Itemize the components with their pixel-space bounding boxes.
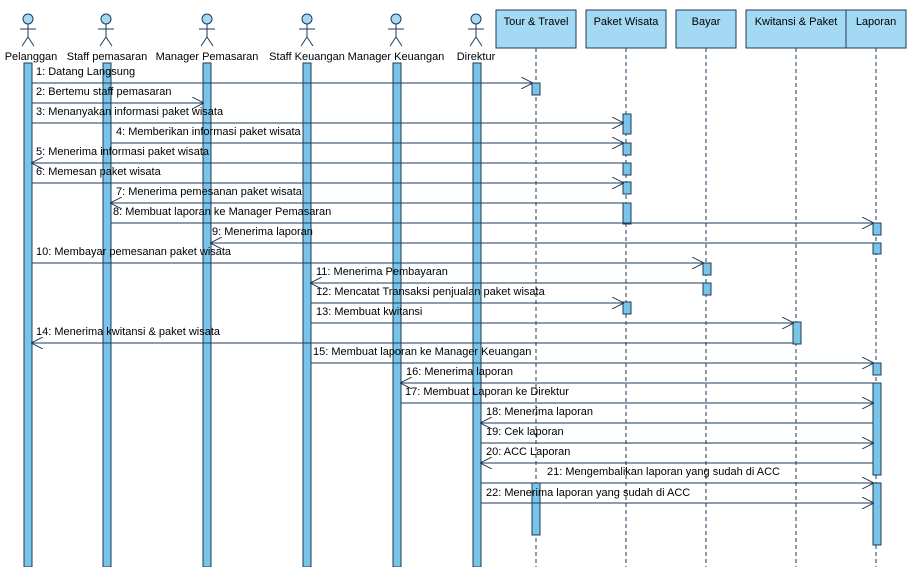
- activation-box: [623, 203, 631, 224]
- message-7[interactable]: [111, 186, 623, 203]
- activation-box: [873, 223, 881, 235]
- actor-label: Staff pemasaran: [66, 51, 148, 63]
- message-label: 14: Menerima kwitansi & paket wisata: [36, 326, 221, 338]
- actor-label: Manager Keuangan: [347, 51, 445, 63]
- message-label: 20: ACC Laporan: [486, 446, 571, 458]
- actor-label: Staff Keuangan: [269, 51, 345, 63]
- message-label: 6: Memesan paket wisata: [36, 166, 161, 178]
- message-label: 9: Menerima laporan: [212, 226, 313, 238]
- activation-box: [873, 483, 881, 545]
- message-label: 1: Datang Langsung: [36, 66, 136, 78]
- message-label: 10: Membayar pemesanan paket wisata: [36, 246, 232, 258]
- activation-box: [703, 283, 711, 295]
- message-4[interactable]: [111, 126, 623, 143]
- message-2[interactable]: [32, 86, 203, 103]
- message-13[interactable]: [311, 306, 793, 323]
- object-label: Bayar: [691, 16, 721, 28]
- activation-box: [703, 263, 711, 275]
- actor-direktur[interactable]: [457, 14, 496, 63]
- actor-manager-keuangan[interactable]: [348, 14, 445, 63]
- stick-figure-icon: [388, 14, 404, 46]
- object-label: Laporan: [855, 16, 897, 28]
- message-label: 13: Membuat kwitansi: [316, 306, 423, 318]
- object-paket-wisata[interactable]: [586, 10, 666, 48]
- object-kwitansi-paket[interactable]: [746, 10, 846, 48]
- activation-box: [873, 363, 881, 375]
- message-5[interactable]: [32, 146, 623, 163]
- message-14[interactable]: [32, 326, 793, 343]
- message-label: 17: Membuat Laporan ke Direktur: [405, 386, 569, 398]
- lifeline-bar-manager-pemasaran: [203, 63, 211, 567]
- activation-box: [623, 302, 631, 314]
- message-11[interactable]: [311, 266, 703, 283]
- message-label: 7: Menerima pemesanan paket wisata: [116, 186, 302, 198]
- message-label: 11: Menerima Pembayaran: [316, 266, 448, 278]
- message-6[interactable]: [32, 166, 623, 183]
- message-20[interactable]: [481, 446, 873, 463]
- message-label: 4: Memberikan informasi paket wisata: [116, 126, 301, 138]
- message-label: 2: Bertemu staff pemasaran: [36, 86, 172, 98]
- activation-box: [623, 182, 631, 194]
- object-bayar[interactable]: [676, 10, 736, 48]
- actor-staff-pemasaran[interactable]: [67, 14, 148, 63]
- message-21[interactable]: [481, 466, 873, 483]
- message-16[interactable]: [401, 366, 873, 383]
- activation-box: [873, 243, 881, 254]
- stick-figure-icon: [199, 14, 215, 46]
- message-12[interactable]: [311, 286, 623, 303]
- message-8[interactable]: [111, 206, 873, 223]
- message-19[interactable]: [481, 426, 873, 443]
- lifeline-bar-pelanggan: [24, 63, 32, 567]
- actor-staff-keuangan[interactable]: [269, 14, 345, 63]
- lifeline-bar-staff-keuangan: [303, 63, 311, 567]
- activation-box: [793, 322, 801, 344]
- stick-figure-icon: [468, 14, 484, 46]
- message-18[interactable]: [481, 406, 873, 423]
- object-tour-travel[interactable]: [496, 10, 576, 48]
- actor-manager-pemasaran[interactable]: [156, 14, 259, 63]
- message-label: 15: Membuat laporan ke Manager Keuangan: [313, 346, 532, 358]
- message-label: 12: Mencatat Transaksi penjualan paket wisata: [316, 286, 545, 298]
- message-label: 3: Menanyakan informasi paket wisata: [36, 106, 224, 118]
- object-label: Tour & Travel: [503, 16, 569, 28]
- lifeline-bar-staff-pemasaran: [103, 63, 111, 567]
- actor-pelanggan[interactable]: [5, 14, 58, 63]
- message-label: 16: Menerima laporan: [406, 366, 514, 378]
- message-label: 21: Mengembalikan laporan yang sudah di ACC: [547, 466, 780, 478]
- object-laporan[interactable]: [846, 10, 906, 48]
- message-label: 5: Menerima informasi paket wisata: [36, 146, 210, 158]
- activation-box: [623, 143, 631, 155]
- activation-box: [623, 163, 631, 175]
- message-label: 8: Membuat laporan ke Manager Pemasaran: [113, 206, 332, 218]
- actor-label: Direktur: [456, 51, 496, 63]
- activation-box: [873, 383, 881, 475]
- message-label: 22: Menerima laporan yang sudah di ACC: [486, 487, 691, 499]
- object-label: Paket Wisata: [593, 16, 659, 28]
- actor-label: Manager Pemasaran: [155, 51, 259, 63]
- activation-box: [623, 114, 631, 134]
- activation-box: [532, 83, 540, 95]
- message-label: 19: Cek laporan: [486, 426, 564, 438]
- stick-figure-icon: [299, 14, 315, 46]
- stick-figure-icon: [20, 14, 36, 46]
- message-label: 18: Menerima laporan: [486, 406, 594, 418]
- message-3[interactable]: [32, 106, 623, 123]
- object-label: Kwitansi & Paket: [754, 16, 838, 28]
- lifeline-bar-direktur: [473, 63, 481, 567]
- message-17[interactable]: [401, 386, 873, 403]
- stick-figure-icon: [98, 14, 114, 46]
- message-10[interactable]: [32, 246, 703, 263]
- actor-label: Pelanggan: [4, 51, 58, 63]
